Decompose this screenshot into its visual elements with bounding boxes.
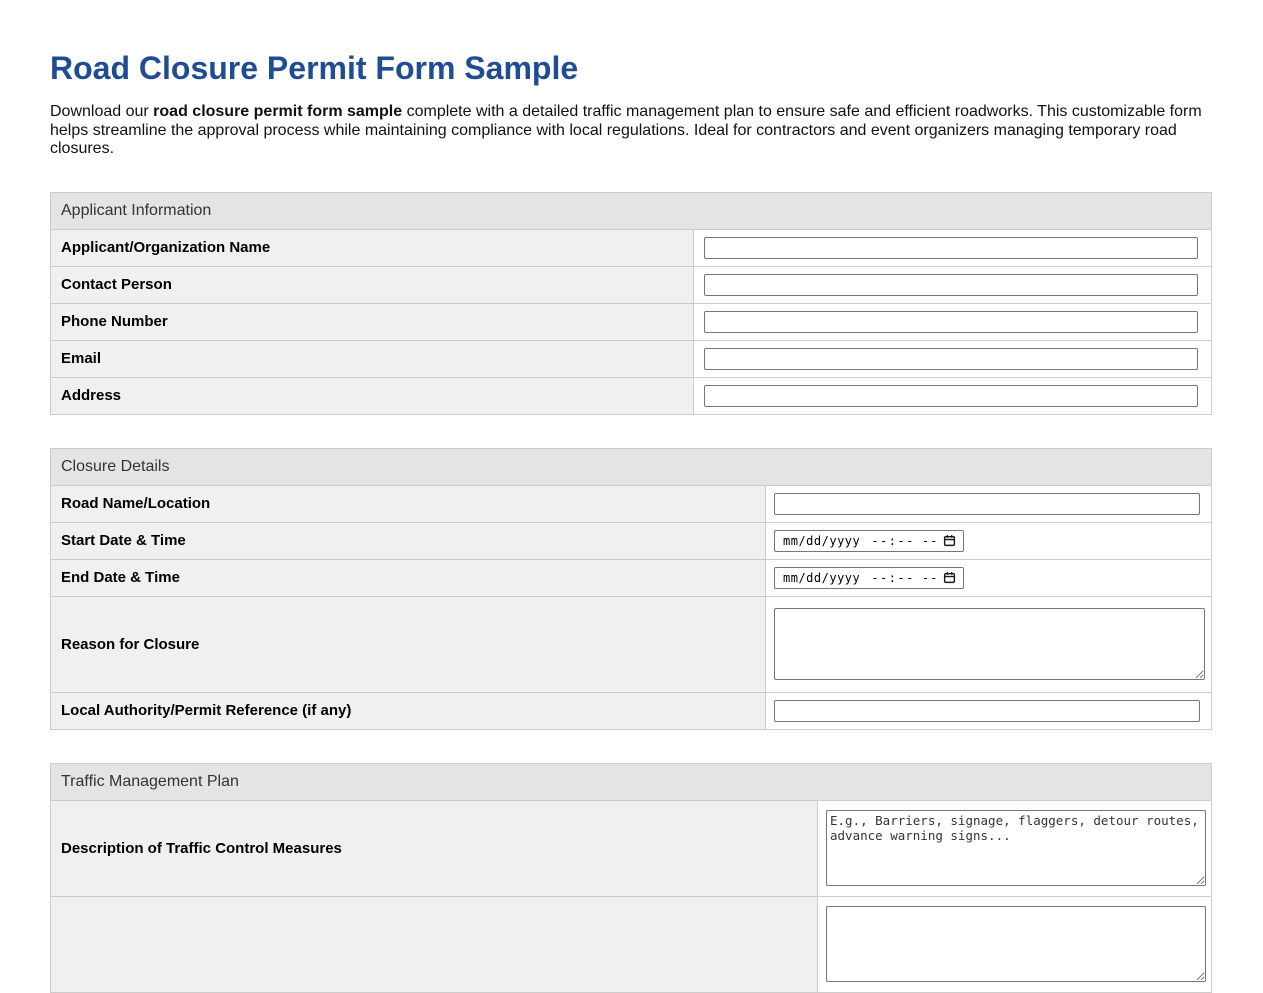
table-row: [51, 522, 1211, 559]
address-input[interactable]: [704, 385, 1198, 407]
field-cell: [766, 693, 1211, 729]
field-label-contact-person: Contact Person: [51, 267, 694, 303]
calendar-icon[interactable]: [943, 571, 956, 584]
intro-text-bold: road closure permit form sample: [153, 103, 403, 120]
applicant-organization-name-input[interactable]: [704, 237, 1198, 259]
applicant-information-table: [50, 192, 1212, 415]
field-cell: [818, 897, 1211, 992]
table-row: [51, 266, 1211, 303]
field-label-traffic-plan-additional: [51, 897, 818, 992]
time-segment[interactable]: --:--: [871, 533, 915, 548]
contact-person-input[interactable]: [704, 274, 1198, 296]
intro-text-before: Download our: [50, 103, 154, 120]
calendar-icon[interactable]: [943, 534, 956, 547]
email-input[interactable]: [704, 348, 1198, 370]
table-row: [51, 303, 1211, 340]
field-label-address: Address: [51, 378, 694, 414]
table-row: [51, 559, 1211, 596]
field-cell: [694, 304, 1211, 340]
time-segment[interactable]: --:--: [871, 570, 915, 585]
closure-details-table: [50, 448, 1212, 730]
reason-for-closure-textarea[interactable]: [774, 608, 1205, 680]
meridiem-segment[interactable]: --: [921, 570, 939, 585]
meridiem-segment[interactable]: --: [921, 533, 939, 548]
field-label-end-date-time: End Date & Time: [51, 560, 766, 596]
section-header-closure-details: Closure Details: [51, 449, 1211, 485]
traffic-management-plan-table: [50, 763, 1212, 993]
road-name-location-input[interactable]: [774, 493, 1200, 515]
field-cell: [694, 267, 1211, 303]
traffic-plan-additional-textarea[interactable]: [826, 906, 1206, 982]
start-date-time-input[interactable]: [774, 530, 964, 552]
field-cell: [694, 341, 1211, 377]
table-row: [51, 800, 1211, 896]
field-cell: [766, 486, 1211, 522]
traffic-control-measures-textarea[interactable]: [826, 810, 1206, 886]
table-row: [51, 377, 1211, 414]
field-label-traffic-control-measures: Description of Traffic Control Measures: [51, 801, 818, 896]
field-cell: [694, 378, 1211, 414]
date-segment[interactable]: mm/dd/yyyy: [783, 570, 861, 585]
section-header-traffic-management-plan: Traffic Management Plan: [51, 764, 1211, 800]
date-segment[interactable]: mm/dd/yyyy: [783, 533, 861, 548]
field-label-applicant-organization-name: Applicant/Organization Name: [51, 230, 694, 266]
phone-number-input[interactable]: [704, 311, 1198, 333]
local-authority-permit-reference-input[interactable]: [774, 700, 1200, 722]
end-date-time-input[interactable]: [774, 567, 964, 589]
field-label-road-name-location: Road Name/Location: [51, 486, 766, 522]
field-label-start-date-time: Start Date & Time: [51, 523, 766, 559]
field-cell: [694, 230, 1211, 266]
field-label-phone-number: Phone Number: [51, 304, 694, 340]
page-content: [0, 50, 1263, 993]
section-header-applicant-information: Applicant Information: [51, 193, 1211, 229]
intro-paragraph: [50, 103, 1212, 159]
field-cell: [818, 801, 1211, 896]
field-label-email: Email: [51, 341, 694, 377]
field-cell: [766, 523, 1211, 559]
field-cell: [766, 560, 1211, 596]
table-row: [51, 485, 1211, 522]
intro-text-after: complete with a detailed traffic management plan to ensure safe and efficient roadworks. This customizable form helps streamline the approval process while maintaining compliance with local regulations. Ideal for contractors and event organizers managing temporary road closures.: [50, 103, 1202, 157]
field-label-local-authority-permit-reference: Local Authority/Permit Reference (if any): [51, 693, 766, 729]
table-row: [51, 692, 1211, 729]
table-row: [51, 596, 1211, 692]
table-row: [51, 229, 1211, 266]
field-label-reason-for-closure: Reason for Closure: [51, 597, 766, 692]
table-row: [51, 340, 1211, 377]
table-row: [51, 896, 1211, 992]
page-title: Road Closure Permit Form Sample: [50, 50, 579, 86]
field-cell: [766, 597, 1211, 692]
